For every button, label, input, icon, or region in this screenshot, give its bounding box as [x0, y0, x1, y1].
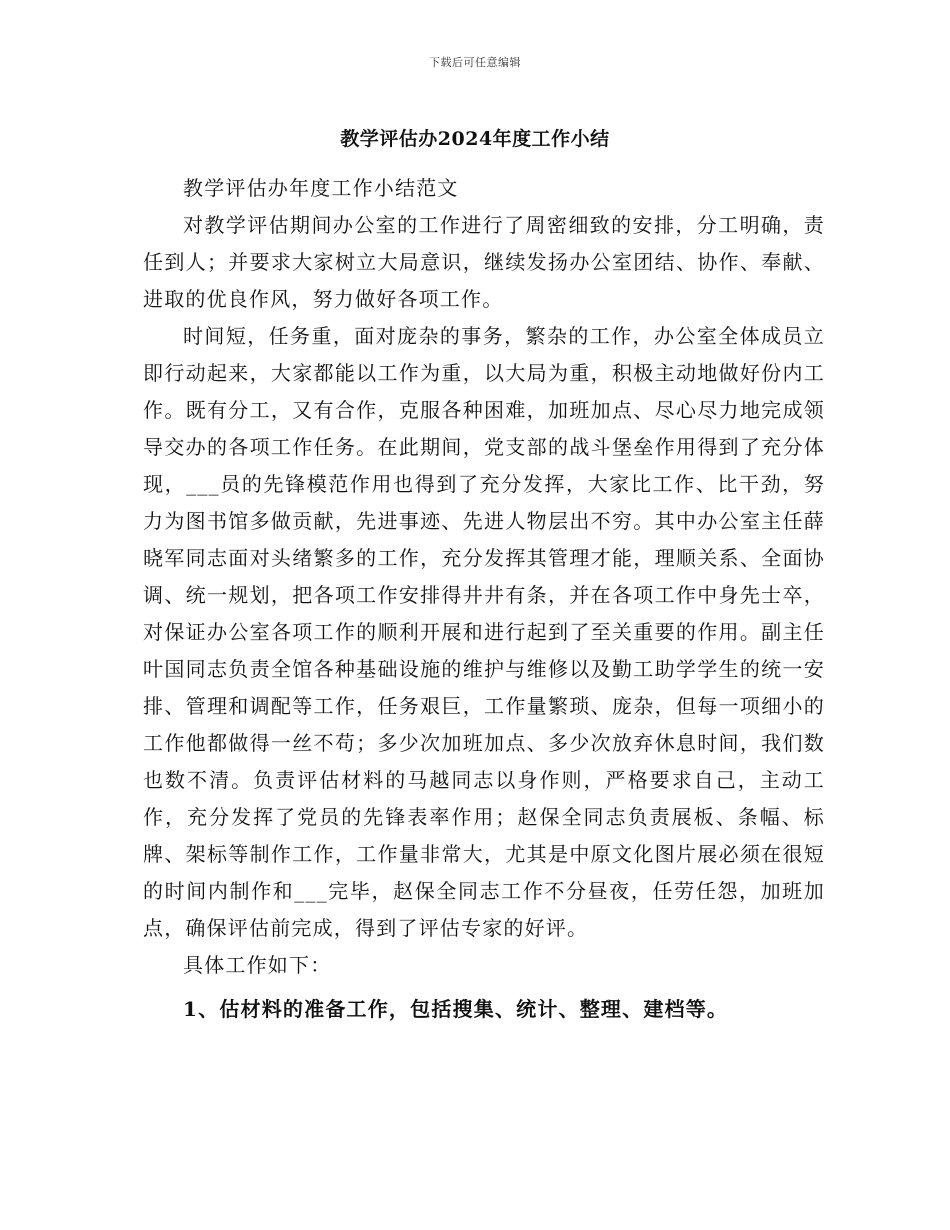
body-paragraph: 具体工作如下：: [183, 953, 332, 977]
header-note: 下载后可任意编辑: [429, 56, 521, 69]
subtitle-paragraph: 教学评估办年度工作小结范文: [183, 176, 459, 200]
section-heading: 1、估材料的准备工作，包括搜集、统计、整理、建档等。: [183, 997, 729, 1021]
document-title: 教学评估办2024年度工作小结: [340, 128, 610, 150]
document-body: [143, 170, 825, 1028]
body-paragraph: 对教学评估期间办公室的工作进行了周密细致的安排，分工明确，责任到人；并要求大家树立大局意识，继续发扬办公室团结、协作、奉献、进取的优良作风，努力做好各项工作。: [143, 213, 825, 311]
body-paragraph: 时间短，任务重，面对庞杂的事务，繁杂的工作，办公室全体成员立即行动起来，大家都能以工作为重，以大局为重，积极主动地做好份内工作。既有分工，又有合作，克服各种困难，加班加点、尽心尽力地完成领导交办的各项工作任务。在此期间，党支部的战斗堡垒作用得到了充分体现，___员的先锋模范作用也得到了充分发挥，大家比工作、比干劲，努力为图书馆多做贡献，先进事迹、先进人物层出不穷。其中办公室主任薛晓军同志面对头绪繁多的工作，充分发挥其管理才能，理顺关系、全面协调、统一规划，把各项工作安排得井井有条，并在各项工作中身先士卒，对保证办公室各项工作的顺利开展和进行起到了至关重要的作用。副主任叶国同志负责全馆各种基础设施的维护与维修以及勤工助学学生的统一安排、管理和调配等工作，任务艰巨，工作量繁琐、庞杂，但每一项细小的工作他都做得一丝不苟；多少次加班加点、多少次放弃休息时间，我们数也数不清。负责评估材料的马越同志以身作则，严格要求自己，主动工作，充分发挥了党员的先锋表率作用；赵保全同志负责展板、条幅、标牌、架标等制作工作，工作量非常大，尤其是中原文化图片展必须在很短的时间内制作和___完毕，赵保全同志工作不分昼夜，任劳任怨，加班加点，确保评估前完成，得到了评估专家的好评。: [143, 324, 825, 940]
